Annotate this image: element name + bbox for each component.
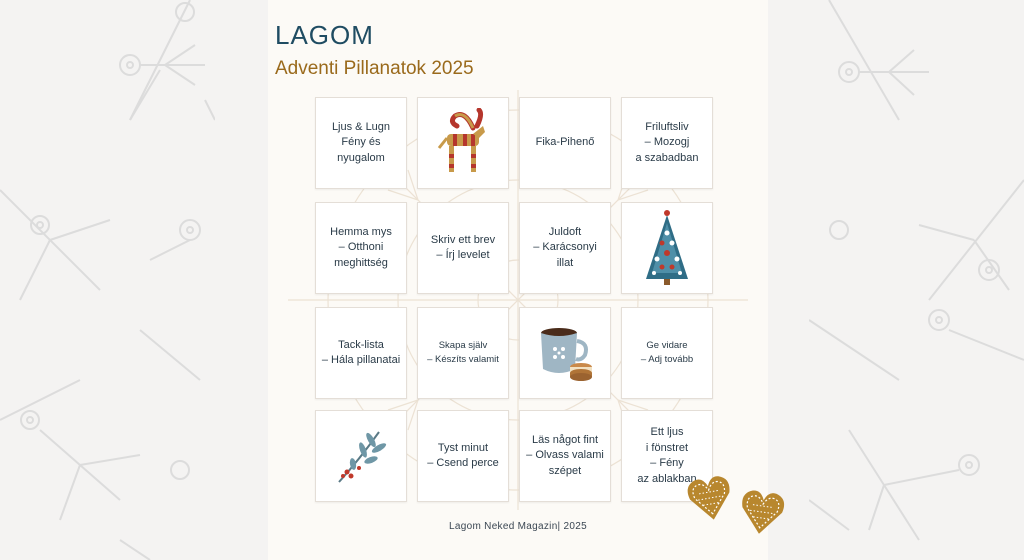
folk-christmas-tree-icon bbox=[642, 209, 692, 287]
card-label: Tyst minut – Csend perce bbox=[427, 441, 499, 469]
card-fika[interactable] bbox=[519, 97, 611, 189]
snowflake-pattern-right bbox=[809, 0, 1024, 560]
card-label: Fika-Pihenő bbox=[535, 136, 595, 149]
card-coffee-mug[interactable] bbox=[519, 307, 611, 399]
card-label: Skriv ett brev – Írj levelet bbox=[430, 233, 496, 261]
card-straw-goat[interactable] bbox=[417, 97, 509, 189]
card-tyst-minut[interactable] bbox=[417, 410, 509, 502]
card-christmas-tree[interactable] bbox=[621, 202, 713, 294]
berry-branch-icon bbox=[331, 426, 391, 486]
poster-subtitle: Adventi Pillanatok 2025 bbox=[275, 58, 474, 79]
straw-goat-icon bbox=[435, 108, 491, 178]
poster-footer: Lagom Neked Magazin| 2025 bbox=[449, 521, 587, 532]
card-friluftsliv[interactable] bbox=[621, 97, 713, 189]
card-label: Friluftsliv – Mozogj a szabadban bbox=[635, 120, 699, 164]
card-hemma-mys[interactable] bbox=[315, 202, 407, 294]
card-ge-vidare[interactable] bbox=[621, 307, 713, 399]
card-tack-lista[interactable] bbox=[315, 307, 407, 399]
brand-logo: LAGOM bbox=[275, 20, 374, 50]
advent-poster bbox=[268, 0, 768, 560]
card-label: Ge vidare – Adj tovább bbox=[640, 340, 694, 365]
card-skapa-sjalv[interactable] bbox=[417, 307, 509, 399]
card-label: Hemma mys – Otthoni meghittség bbox=[330, 225, 392, 269]
card-label: Ett ljus i fönstret – Fény az ablakban bbox=[637, 426, 697, 485]
card-juldoft[interactable] bbox=[519, 202, 611, 294]
card-label: Ljus & Lugn Fény és nyugalom bbox=[331, 120, 391, 164]
card-skriv-brev[interactable] bbox=[417, 202, 509, 294]
snowflake-pattern-left bbox=[0, 0, 215, 560]
card-ljus-lugn[interactable] bbox=[315, 97, 407, 189]
card-label: Skapa själv – Készíts valamit bbox=[427, 340, 499, 365]
card-las-nagot[interactable] bbox=[519, 410, 611, 502]
card-berry-branch[interactable] bbox=[315, 410, 407, 502]
card-label: Läs något fint – Olvass valami szépet bbox=[526, 433, 604, 477]
coffee-mug-cookie-icon bbox=[533, 321, 597, 385]
card-label: Juldoft – Karácsonyi illat bbox=[533, 225, 597, 269]
card-label: Tack-lista – Hála pillanatai bbox=[321, 338, 401, 366]
advent-card-grid bbox=[268, 0, 768, 520]
